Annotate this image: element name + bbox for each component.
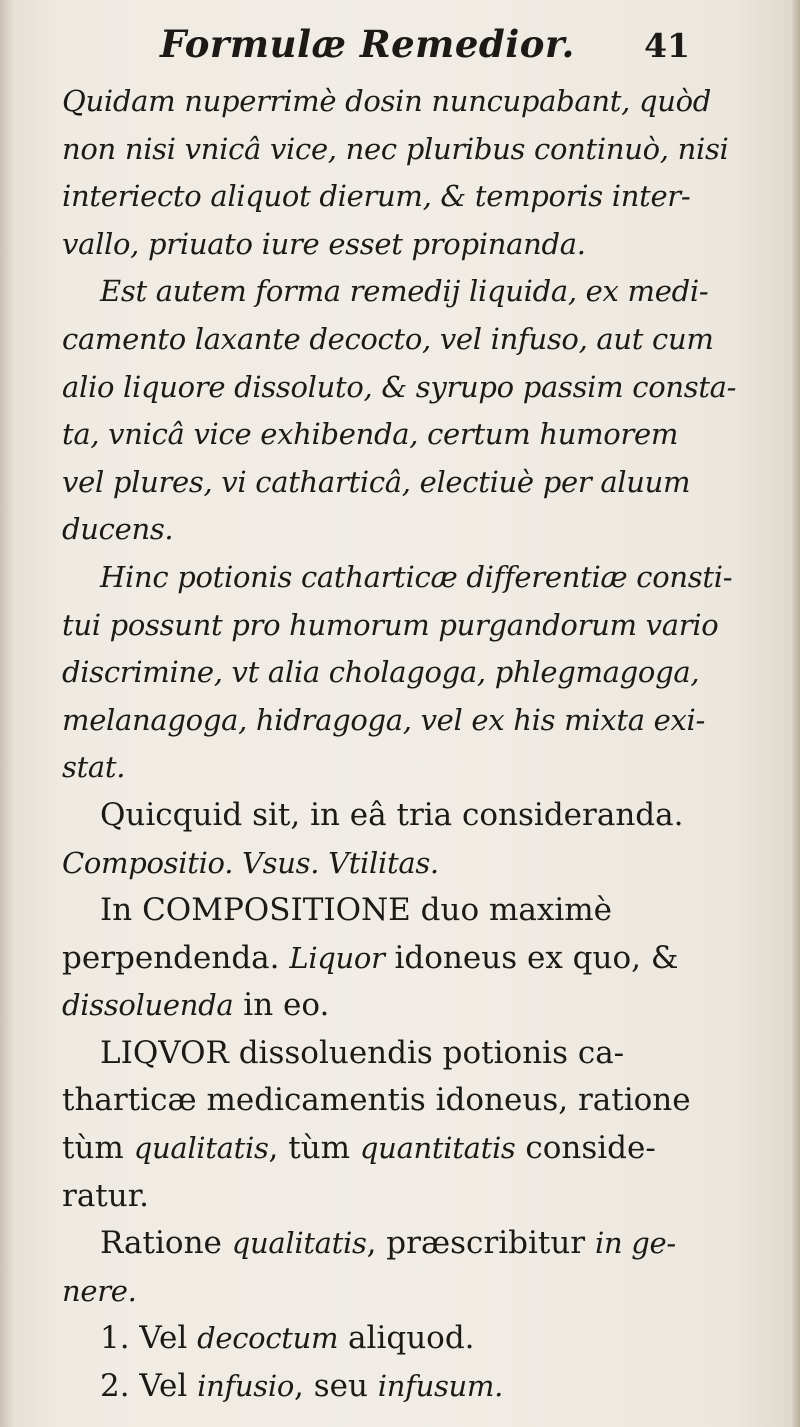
text-segment: qualitatis — [133, 1131, 269, 1166]
text-line — [62, 78, 767, 126]
text-segment: in eo. — [233, 987, 330, 1024]
running-head — [130, 22, 690, 68]
text-segment: qualitatis — [231, 1226, 367, 1261]
text-line — [62, 697, 767, 745]
text-segment: , præscribitur — [366, 1225, 595, 1262]
text-segment: discrimine, vt alia cholagoga, phlegmagoga, — [62, 655, 700, 690]
text-segment: tui possunt pro humorum purgandorum vario — [62, 607, 719, 642]
text-segment: tharticæ medicamentis idoneus, ratione — [62, 1082, 691, 1119]
text-line — [62, 364, 767, 412]
text-segment: ducens. — [62, 512, 174, 547]
text-line — [62, 744, 767, 792]
text-segment: Liquor — [289, 940, 385, 975]
text-line — [62, 982, 767, 1030]
text-segment: idoneus ex quo, & — [384, 939, 679, 976]
text-line — [62, 316, 767, 364]
text-line — [62, 887, 767, 935]
text-segment: Hinc potionis catharticæ differentiæ consti- — [100, 559, 733, 594]
text-segment: 2. Vel — [100, 1368, 198, 1405]
page-right-edge — [790, 0, 800, 1427]
text-line — [62, 792, 767, 840]
text-line — [62, 840, 767, 888]
text-segment: infusio — [197, 1369, 294, 1404]
text-line — [62, 1268, 767, 1316]
text-segment: 1. Vel — [100, 1320, 198, 1357]
text-segment: dissoluenda — [62, 988, 234, 1023]
text-line — [62, 1220, 767, 1268]
text-segment: ratur. — [62, 1177, 149, 1214]
text-segment: interiecto aliquot dierum, & temporis inter- — [62, 179, 691, 214]
text-segment: Ratione — [100, 1225, 232, 1262]
page-left-edge — [0, 0, 14, 1427]
text-segment: In COMPOSITIONE duo maximè — [100, 892, 612, 929]
text-segment: stat. — [62, 750, 126, 785]
text-line — [62, 602, 767, 650]
text-segment: conside- — [515, 1130, 656, 1167]
text-line — [62, 1030, 767, 1078]
text-segment: , seu — [293, 1368, 378, 1405]
text-segment: aliquod. — [338, 1320, 475, 1357]
text-line — [62, 459, 767, 507]
text-line — [62, 126, 767, 174]
text-line — [62, 935, 767, 983]
text-segment: perpendenda. — [62, 939, 290, 976]
text-line — [62, 649, 767, 697]
text-segment: Quicquid sit, in eâ tria consideranda. — [100, 796, 684, 833]
body-text — [62, 78, 767, 1411]
text-segment: infusum. — [377, 1369, 504, 1404]
text-segment: non nisi vnicâ vice, nec pluribus continuò, nisi — [62, 131, 729, 166]
text-segment: alio liquore dissoluto, & syrupo passim consta- — [62, 369, 737, 404]
text-segment: in ge- — [594, 1226, 676, 1261]
text-segment: Est autem forma remedij liquida, ex medi- — [100, 274, 709, 309]
text-segment: decoctum — [197, 1321, 339, 1356]
text-line — [62, 1315, 767, 1363]
text-segment: melanagoga, hidragoga, vel ex his mixta exi- — [62, 702, 705, 737]
text-segment: LIQVOR dissoluendis potionis ca- — [100, 1034, 625, 1071]
text-line — [62, 506, 767, 554]
text-line — [62, 173, 767, 221]
text-line — [62, 1173, 767, 1221]
text-segment: tùm — [62, 1130, 134, 1167]
text-line — [62, 221, 767, 269]
text-line — [62, 554, 767, 602]
text-segment: vallo, priuato iure esset propinanda. — [62, 226, 586, 261]
text-segment: Quidam nuperrimè dosin nuncupabant, quòd — [62, 84, 712, 118]
text-segment: nere. — [62, 1273, 137, 1308]
text-line — [62, 411, 767, 459]
text-line — [62, 268, 767, 316]
text-line — [62, 1077, 767, 1125]
text-segment: quantitatis — [359, 1131, 516, 1166]
text-line — [62, 1125, 767, 1173]
page-number: 41 — [644, 26, 690, 65]
running-head-title: Formulæ Remedior. — [160, 22, 575, 66]
text-segment: , tùm — [268, 1130, 360, 1167]
text-segment: Compositio. Vsus. Vtilitas. — [62, 845, 439, 880]
text-segment: vel plures, vi catharticâ, electiuè per aluum — [62, 464, 691, 499]
text-segment: ta, vnicâ vice exhibenda, certum humorem — [62, 417, 679, 452]
text-segment: camento laxante decocto, vel infuso, aut cum — [62, 321, 714, 356]
text-line — [62, 1363, 767, 1411]
